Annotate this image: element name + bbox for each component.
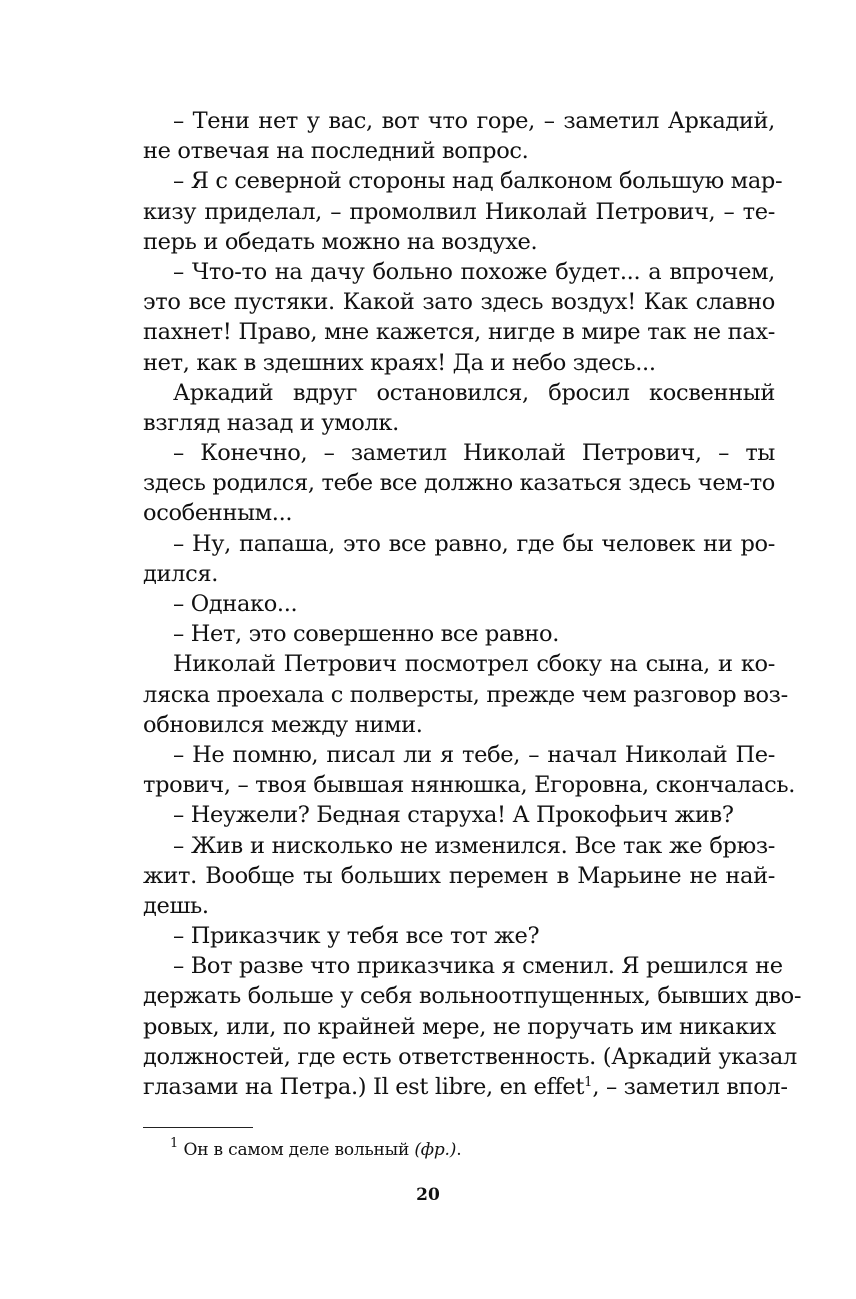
text-line: держать больше у себя вольноотпущенных, бывших дво- xyxy=(143,983,802,1010)
page-number: 20 xyxy=(416,1185,440,1205)
text-line: – Конечно, – заметил Николай Петрович, – ты xyxy=(173,440,775,467)
text-line: жит. Вообще ты больших перемен в Марьине не най- xyxy=(143,862,775,889)
text-line: Николай Петрович посмотрел сбоку на сына, и ко- xyxy=(173,651,775,678)
text-line: трович, – твоя бывшая нянюшка, Егоровна, скончалась. xyxy=(143,772,796,799)
text-line: – Нет, это совершенно все равно. xyxy=(173,621,560,648)
main-text-final-line xyxy=(143,1072,788,1102)
footnote-end: . xyxy=(456,1140,462,1160)
text-line: это все пустяки. Какой зато здесь воздух! Как славно xyxy=(143,289,775,316)
text-line: глазами на Петра.) Il est libre, en effet$^1$, – заметил впол- xyxy=(143,1074,788,1101)
footnote-divider xyxy=(143,1127,253,1128)
footnote xyxy=(170,1138,461,1162)
text-line: перь и обедать можно на воздухе. xyxy=(143,228,538,255)
text-line: ровых, или, по крайней мере, не поручать им никаких xyxy=(143,1013,776,1040)
text-line: должностей, где есть ответственность. (Аркадий указал xyxy=(143,1043,797,1070)
text-line: – Тени нет у вас, вот что горе, – заметил Аркадий, xyxy=(173,108,775,134)
main-text xyxy=(143,106,802,1072)
text-line: здесь родился, тебе все должно казаться здесь чем-то xyxy=(143,470,775,497)
text-line: – Приказчик у тебя все тот же? xyxy=(173,923,540,950)
text-line: – Вот разве что приказчика я сменил. Я решился не xyxy=(173,953,783,980)
text-line: – Ну, папаша, это все равно, где бы человек ни ро- xyxy=(173,530,775,557)
footnote-gloss: (фр.) xyxy=(414,1140,457,1160)
text-line: дился. xyxy=(143,560,218,587)
text-line: дешь. xyxy=(143,892,209,919)
footnote-number: 1 xyxy=(170,1136,179,1151)
text-line: кизу приделал, – промолвил Николай Петрович, – те- xyxy=(143,198,775,225)
text-line: – Я с северной стороны над балконом большую мар- xyxy=(173,168,783,195)
text-line: обновился между ними. xyxy=(143,711,423,738)
text-line: – Не помню, писал ли я тебе, – начал Николай Пе- xyxy=(173,741,775,768)
footnote-marker[interactable]: 1 xyxy=(584,1075,593,1091)
text-line: – Однако... xyxy=(173,591,298,617)
footnote-text: Он в самом деле вольный xyxy=(178,1140,415,1160)
text-line: ляска проехала с полверсты, прежде чем разговор воз- xyxy=(143,681,788,708)
text-line: пахнет! Право, мне кажется, нигде в мире так не пах- xyxy=(143,319,775,346)
text-line: Аркадий вдруг остановился, бросил косвенный xyxy=(173,379,775,406)
text-line: – Неужели? Бедная старуха! А Прокофьич жив? xyxy=(173,802,734,829)
text-line: – Жив и нисколько не изменился. Все так же брюз- xyxy=(173,832,775,859)
text-line: – Что-то на дачу больно похоже будет... а впрочем, xyxy=(173,258,775,285)
text-line: взгляд назад и умолк. xyxy=(143,409,399,436)
text-line: особенным... xyxy=(143,500,293,527)
text-line: не отвечая на последний вопрос. xyxy=(143,138,529,165)
text-line: нет, как в здешних краях! Да и небо здесь... xyxy=(143,349,656,376)
